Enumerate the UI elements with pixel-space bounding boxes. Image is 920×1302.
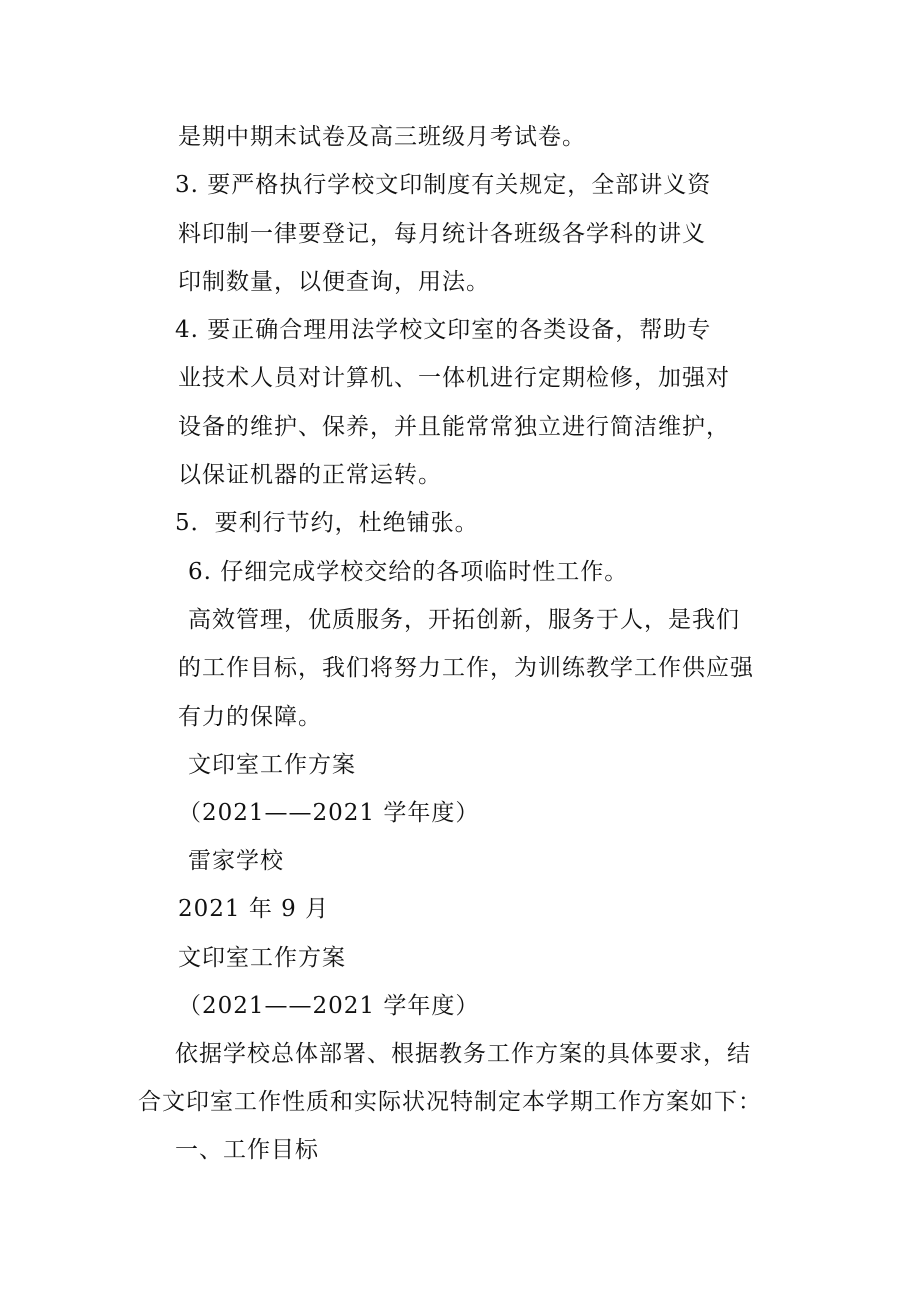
- text-line: 5．要利行节约，杜绝铺张。: [175, 510, 479, 536]
- section-heading: 一、工作目标: [175, 1137, 319, 1163]
- text-line: 有力的保障。: [178, 704, 322, 730]
- text-line: 3. 要严格执行学校文印制度有关规定，全部讲义资: [175, 172, 712, 198]
- text-line: 高效管理，优质服务，开拓创新，服务于人，是我们: [188, 607, 740, 633]
- academic-year: （2021——2021 学年度）: [178, 993, 480, 1019]
- section-title: 文印室工作方案: [178, 945, 346, 971]
- text-line: 4. 要正确合理用法学校文印室的各类设备，帮助专: [175, 317, 712, 343]
- text-line: 是期中期末试卷及高三班级月考试卷。: [178, 124, 586, 150]
- text-line: 依据学校总体部署、根据教务工作方案的具体要求，结: [175, 1041, 751, 1067]
- section-title: 文印室工作方案: [188, 752, 356, 778]
- text-line: 以保证机器的正常运转。: [178, 462, 442, 488]
- text-line: 6. 仔细完成学校交给的各项临时性工作。: [188, 559, 629, 585]
- document-date: 2021 年 9 月: [178, 896, 330, 922]
- text-line: 的工作目标，我们将努力工作，为训练教学工作供应强: [178, 655, 754, 681]
- text-line: 印制数量，以便查询，用法。: [178, 269, 490, 295]
- school-name: 雷家学校: [188, 848, 284, 874]
- text-line: 合文印室工作性质和实际状况特制定本学期工作方案如下：: [138, 1089, 762, 1115]
- text-line: 业技术人员对计算机、一体机进行定期检修，加强对: [178, 365, 730, 391]
- text-line: 料印制一律要登记，每月统计各班级各学科的讲义: [178, 221, 706, 247]
- text-line: 设备的维护、保养，并且能常常独立进行简洁维护，: [178, 414, 730, 440]
- academic-year: （2021——2021 学年度）: [178, 800, 480, 826]
